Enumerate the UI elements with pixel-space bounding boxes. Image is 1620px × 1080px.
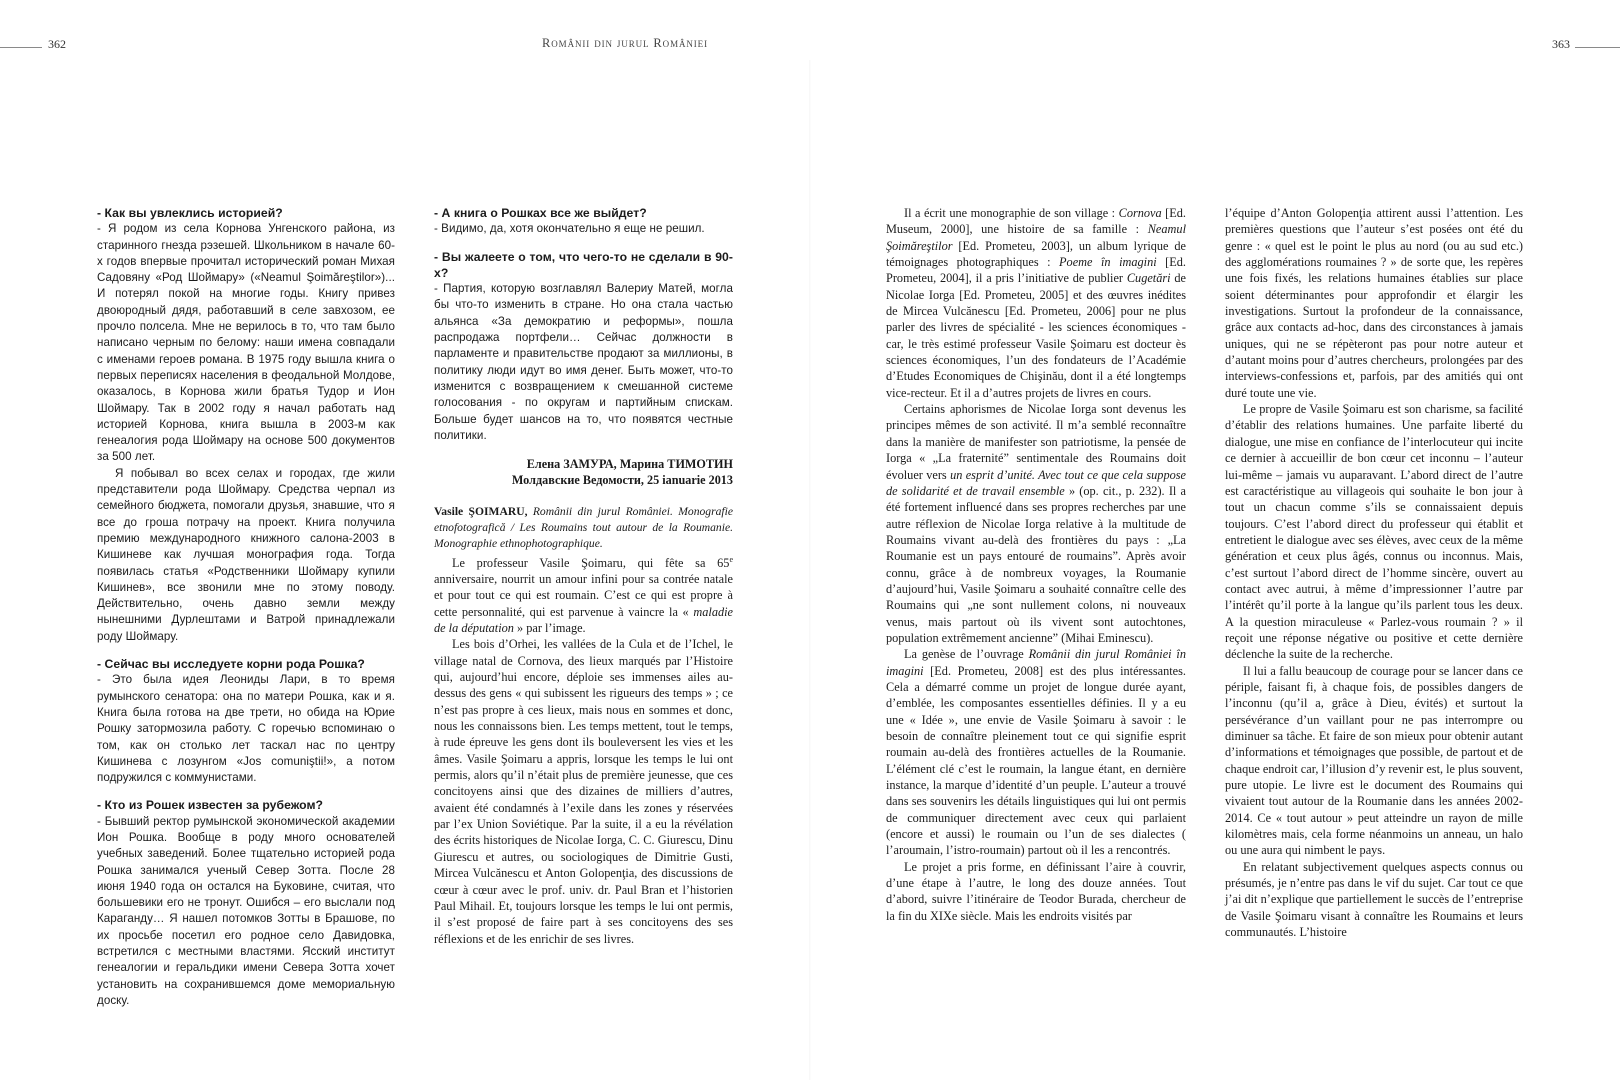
paragraph: Les bois d’Orhei, les vallées de la Cula et de l’Ichel, le village natal de Cornova, des lieux marqués par l’Histoire qui, aujourd’hui encore, déploie ses immenses ailes au-dessus des gens « qui subissent les rigueurs des temps » ; ce n’est pas propre à ces lieux, mais nous en sommes et donc, nous les connaissons bien. Les temps mettent, tout le temps, à rude épreuve les gens dont ils bouleversent les vies et les âmes. Vasile Şoimaru a appris, lorsque les temps le lui ont permis, alors qu’il n’était plus de première jeunesse, que ces concitoyens ainsi que des dizaines de milliers d’autres, avaient été condamnés à l’exile dans les zones y réservées par l’ex Union Soviétique. Par la suite, il a eu la révélation des écrits historiques de Nicolae Iorga, C. C. Giurescu, Dinu Giurescu et autres, ou sociologiques de Dimitrie Gusti, Mircea Vulcănescu et Anton Golopenţia, des discussions de cœur à cœur avec le prof. univ. dr. Paul Bran et l’historien Paul Mihail. Et, toujours lorsque les temps le lui ont permis, il s’est proposé de faire part à ses concitoyens des ses réflexions et de les enrichir de ses livres.	[434, 637, 733, 946]
interview-question: - Сейчас вы исследуете корни рода Рошка?	[97, 657, 365, 672]
book-reference	[434, 504, 733, 551]
paragraph: Le projet a pris forme, en définissant l’aire à couvrir, d’une étape à l’autre, le long des douze années. Tout d’abord, suivre l’itinéraire de Teodor Burada, chercheur de la fin du XIXe siècle. Mais les endroits visités par	[886, 859, 1186, 923]
qa-block	[97, 656, 395, 786]
column-1	[97, 205, 395, 1009]
column-4	[1225, 205, 1523, 940]
interview-answer: - Я родом из села Корнова Унгенского района, из старинного гнезда рэзешей. Школьником в начале 60-х годов впервые прочитал исторический роман Михая Садовяну «Род Шоймару» («Neamul Şoimăreştilor»)... И потерял покой на многие годы. Книгу привез двоюродный дядя, работавший в селе завхозом, ее прочло полсела. Мне не верилось в то, что там было написано черным по белому: наши имена совпадали с именами героев романа. В 1975 году вышла книга о первых переписях населения в феодальной Молдове, оказалось, в Корнова жили братья Тудор и Ион Шоймару. Так в 2002 году я начал работать над историей Корнова, книга вышла в 2003-м как генеалогия рода Шоймару на основе 500 документов за 500 лет.	[97, 222, 395, 464]
paragraph: Certains aphorismes de Nicolae Iorga sont devenus les principes mêmes de son activité. Il m’a semblé reconnaître dans la manière de manifester son patriotisme, la pensée de Iorga « „La fraternité” sentimentale des Roumains doit évoluer vers un esprit d’unité. Avec tout ce que cela suppose de solidarité et de travail ensemble » (op. cit., p. 232). Il a été fortement influencé dans ses propres recherches par une autre réflexion de Nicolae Iorga relative à la multitude de Roumains vivant au-delà des frontières du pays : „La Roumanie est un pays entouré de roumains”. Après avoir connu, grâce à de nombreux voyages, la Roumanie d’aujourd’hui, Vasile Şoimaru a souhaité connaître celle des Roumains qui „ne sont nullement colons, ni nouveaux venus, mais partout où ils vivent sont autochtones, population extrêmement ancienne” (Mihai Eminescu).	[886, 402, 1186, 645]
interview-answer: - Это была идея Леониды Лари, в то время румынского сенатора: она по матери Рошка, как и я. Книга была готова на две трети, но обида на Юрие Рошку затормозила работу. С горечью вспоминаю о том, как он столько лет таскал нас по центру Кишинева с лозунгом «Jos comuniştii!», а потом подружился с коммунистами.	[97, 673, 395, 785]
interview-question: - Как вы увлеклись историей?	[97, 206, 283, 220]
paragraph: l’équipe d’Anton Golopenţia attirent aussi l’attention. Les premières questions que l’auteur s’est posées ont été du genre : « quel est le point le plus au nord (ou au sud etc.) des agglomérations roumaines ? » de sorte que, les repères une fois fixés, les relations humaines établies sur place soient déterminantes pour approfondir et élargir les investigations. Surtout la profondeur de la connaissance, grâce aux contacts ad-hoc, dans des circonstances à jamais uniques, qui ne se répèteront pas pour notre auteur et d’autant moins pour d’autres chercheurs, prolongées par des interviews-confessions et, parfois, par des amitiés qui ont duré toute une vie.	[1225, 206, 1523, 400]
interview-answer: - Видимо, да, хотя окончательно я еще не решил.	[434, 222, 705, 236]
book-author: Vasile ŞOIMARU,	[434, 505, 528, 519]
paragraph: Il lui a fallu beaucoup de courage pour se lancer dans ce périple, faisant fi, à chaque fois, de possibles dangers de l’inconnu (qu’il a, grâce à Dieu, évités) et surtout la persévérance d’un vaillant pour ne pas interrompre ou diminuer sa tâche. Et faire de son mieux pour obtenir autant d’informations et témoignages que possible, de partout et de chaque endroit car, l’illusion d’y revenir est, le plus souvent, pure utopie. Le livre est le document des Roumains qui vivaient tout autour de la Roumanie dans les années 2002-2014. Ce « tout autour » peut atteindre un rayon de mille kilomètres mais, cela forme néanmoins un anneau, un halo ou une aura qui nimbent le pays.	[1225, 663, 1523, 858]
running-title: Românii din jurul României	[542, 36, 708, 50]
page-number-left: 362	[48, 37, 66, 51]
article-signature	[434, 456, 733, 488]
column-3	[886, 205, 1186, 924]
paragraph: Le professeur Vasile Şoimaru, qui fête sa 65e anniversaire, nourrit un amour infini pour sa contrée natale et pour tout ce qui est roumain. C’est ce qui est propre à cette personnalité, qui est parvenue à vaincre la « maladie de la députation » par l’image.	[434, 554, 733, 636]
paragraph: Le propre de Vasile Şoimaru est son charisme, sa facilité d’établir des relations humaines. Une parfaite liberté du dialogue, une mise en confiance de l’interlocuteur qui incite ce dernier à accueillir de bon cœur cet inconnu – l’auteur lui-même – jamais vu auparavant. L’abord direct de l’autre est caractéristique au villageois qui souhaite le bon jour à tout un chacun comme s’ils se connaissaient depuis toujours. C’est l’abord direct du professeur qui établit et entretient le dialogue avec ses élèves, avec ceux de la même génération et ceux plus âgés, connus ou inconnus. Mais, c’est surtout l’abord direct de l’homme sincère, ouvert au contact avec autrui, à même d’impressionner l’autre par l’intérêt qu’il porte à la langue qu’ils parlent tous les deux. A la question miraculeuse « Parlez-vous roumain ? » il reçoit une réponse négative ou positive et cette dernière déclenche la suite de la recherche.	[1225, 402, 1523, 662]
page-gutter	[809, 60, 811, 1080]
header-rule-right	[1575, 47, 1620, 48]
qa-block	[97, 205, 395, 645]
paragraph: La genèse de l’ouvrage Românii din jurul României în imagini [Ed. Prometeu, 2008] est des plus intéressantes. Cela a démarré comme un projet de longue durée ayant, d’emblée, les composantes essentielles définies. Il y a eu une « Idée », une envie de Vasile Şoimaru à savoir : le besoin de connaître pleinement tout ce qui signifie esprit roumain au-delà des frontières actuelles de la Roumanie. L’élément clé c’est le roumain, la langue étant, en dernière instance, la marque d’identité d’un peuple. L’auteur a trouvé dans ses souvenirs les détails linguistiques qui lui ont permis de communiquer directement avec ceux qui parlaient (encore et aussi) le roumain ou l’un de ses dialectes ( l’aroumain, l’istro-roumain) partout où il les a rencontrés.	[886, 647, 1186, 858]
header-rule-left	[0, 47, 42, 48]
interview-question: - А книга о Рошках все же выйдет?	[434, 206, 647, 220]
signature-authors: Елена ЗАМУРА, Марина ТИМОТИН	[526, 457, 733, 472]
interview-question: - Вы жалеете о том, что чего-то не сделали в 90-х?	[434, 249, 733, 280]
paragraph: En relatant subjectivement quelques aspects connus ou présumés, je n’entre pas dans le vif du sujet. Car tout ce que j’ai dit n’explique que partiellement le succès de l’entreprise de Vasile Şoimaru visant à connaître les Roumains et leurs communautés. L’histoire	[1225, 859, 1523, 940]
qa-block	[97, 797, 395, 1009]
interview-question: - Кто из Рошек известен за рубежом?	[97, 798, 324, 813]
interview-answer: - Бывший ректор румынской экономической академии Ион Рошка. Вообще в роду много основателей учебных заведений. Более тщательно историей рода Рошка занимался ученый Север Зотта. После 28 июня 1940 года он остался на Буковине, считая, что большевики его не тронут. Ошибся – его выслали под Караганду… Я нашел потомков Зотты в Брашове, по их просьбе посетил его родное село Давидовка, встретился с местными властями. Ясский институт генеалогии и геральдики имени Севера Зотта хочет установить на сохранившемся доме мемориальную доску.	[97, 814, 395, 1007]
signature-source: Молдавские Ведомости, 25 ianuarie 2013	[511, 473, 733, 488]
page-number-right: 363	[1552, 37, 1570, 51]
column-2	[434, 205, 733, 947]
interview-answer: Я побывал во всех селах и городах, где жили представители рода Шоймару. Средства черпал из семейного бюджета, помогали друзья, знавшие, что я все до гроша потрачу на проект. Книга получила премию международного книжного салона-2003 в Кишиневе как лучшая монография года. Тогда появилась статья «Родственники Шоймару купили Кишинев», все звонили мне по этому поводу. Действительно, очень давно земли между нынешними Дурлештами и Ватрой принадлежали роду Шоймару.	[97, 466, 395, 643]
book-title: Românii din jurul României. Monografie etnofotografică / Les Roumains tout autour de la Roumanie. Monographie ethnophotographique.	[434, 505, 733, 550]
qa-block	[434, 205, 733, 238]
paragraph: Il a écrit une monographie de son village : Cornova [Ed. Museum, 2000], une histoire de sa famille : Neamul Şoimăreştilor [Ed. Prometeu, 2003], un album lyrique de témoignages photographiques : Poeme în imagini [Ed. Prometeu, 2004], il a pris l’initiative de publier Cugetări de Nicolae Iorga [Ed. Prometeu, 2005] et des œuvres inédites de Mircea Vulcănescu [Ed. Prometeu, 2006] pour ne plus parler des livres de spécialité - les sciences économiques - car, le très estimé professeur Vasile Şoimaru est docteur ès sciences économiques, l’un des fondateurs de l’Académie d’Etudes Economiques de Chişinău, dont il a été longtemps vice-recteur. Et il a d’autres projets de livres en cours.	[886, 206, 1187, 400]
qa-block	[434, 249, 733, 445]
interview-answer: - Партия, которую возглавлял Валериу Матей, могла бы что-то изменить в стране. Но она стала частью альянса «За демократию и реформы», пошла распродажа портфели… Сейчас должности в парламенте и правительстве продают за миллионы, в политику люди идут во имя денег. Быть может, что-то изменится с возвращением к смешанной системе голосования - по округам и партийным спискам. Больше будет шансов на то, что появятся честные политики.	[434, 282, 733, 442]
